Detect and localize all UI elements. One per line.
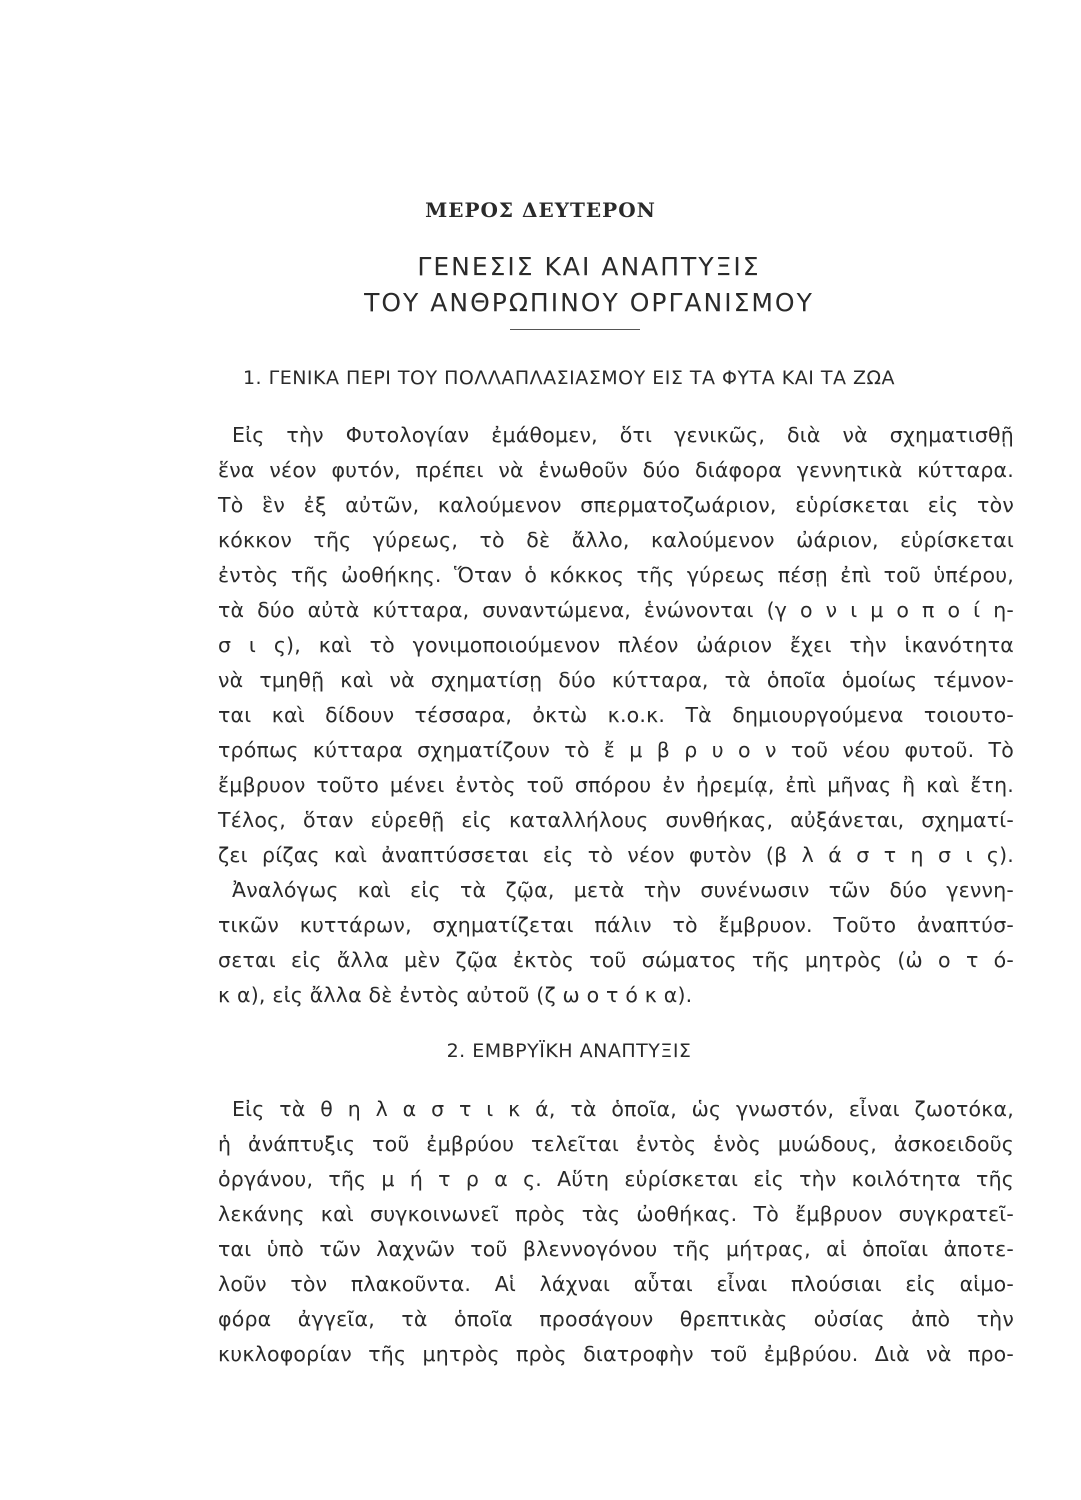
section-1-heading: 1. ΓΕΝΙΚΑ ΠΕΡΙ ΤΟΥ ΠΟΛΛΑΠΛΑΣΙΑΣΜΟΥ ΕΙΣ ΤΑ ΦΥΤΑ ΚΑΙ ΤΑ ΖΩΑ (242, 367, 896, 389)
text-line: ὀργάνου, τῆς μ ή τ ρ α ς. Αὕτη εὑρίσκεται εἰς τὴν κοιλότητα τῆς (218, 1167, 1014, 1191)
text-line: κυκλοφορίαν τῆς μητρὸς πρὸς διατροφὴν τοῦ ἐμβρύου. Διὰ νὰ προ- (218, 1342, 1014, 1366)
text-line: ζει ρίζας καὶ ἀναπτύσσεται εἰς τὸ νέον φυτὸν (β λ ά σ τ η σ ι ς). (218, 843, 1014, 867)
text-line: τικῶν κυττάρων, σχηματίζεται πάλιν τὸ ἔμβρυον. Τοῦτο ἀναπτύσ- (218, 913, 1014, 937)
text-line: Ἀναλόγως καὶ εἰς τὰ ζῷα, μετὰ τὴν συνένωσιν τῶν δύο γεννη- (232, 878, 1014, 902)
title-divider (510, 329, 640, 330)
text-line: ἕνα νέον φυτόν, πρέπει νὰ ἑνωθοῦν δύο διάφορα γεννητικὰ κύτταρα. (218, 458, 1014, 482)
text-line: ἡ ἀνάπτυξις τοῦ ἐμβρύου τελεῖται ἐντὸς ἑνὸς μυώδους, ἀσκοειδοῦς (218, 1132, 1014, 1156)
main-title-line-1: ΓΕΝΕΣΙΣ ΚΑΙ ΑΝΑΠΤΥΞΙΣ (417, 252, 761, 281)
part-title: ΜΕΡΟΣ ΔΕΥΤΕΡΟΝ (425, 198, 656, 222)
text-line: κόκκον τῆς γύρεως, τὸ δὲ ἄλλο, καλούμενον ὠάριον, εὑρίσκεται (218, 528, 1014, 552)
text-line: κ α), εἰς ἄλλα δὲ ἐντὸς αὐτοῦ (ζ ω ο τ ό κ α). (218, 983, 693, 1007)
text-line: ται καὶ δίδουν τέσσαρα, ὀκτὼ κ.ο.κ. Τὰ δημιουργούμενα τοιουτο- (218, 703, 1014, 727)
text-line: Εἰς τὰ θ η λ α σ τ ι κ ά, τὰ ὁποῖα, ὡς γνωστόν, εἶναι ζωοτόκα, (232, 1097, 1014, 1121)
text-line: ἐντὸς τῆς ὠοθήκης. Ὅταν ὁ κόκκος τῆς γύρεως πέσῃ ἐπὶ τοῦ ὑπέρου, (218, 563, 1014, 587)
text-line: φόρα ἀγγεῖα, τὰ ὁποῖα προσάγουν θρεπτικὰς οὐσίας ἀπὸ τὴν (218, 1307, 1014, 1331)
text-line: Τέλος, ὅταν εὑρεθῇ εἰς καταλλήλους συνθήκας, αὐξάνεται, σχηματί- (218, 808, 1014, 832)
text-line: τὰ δύο αὐτὰ κύτταρα, συναντώμενα, ἑνώνονται (γ ο ν ι μ ο π ο ί η- (218, 598, 1014, 622)
text-line: ται ὑπὸ τῶν λαχνῶν τοῦ βλεννογόνου τῆς μήτρας, αἱ ὁποῖαι ἀποτε- (218, 1237, 1014, 1261)
text-line: Εἰς τὴν Φυτολογίαν ἐμάθομεν, ὅτι γενικῶς, διὰ νὰ σχηματισθῇ (232, 423, 1014, 447)
text-line: τρόπως κύτταρα σχηματίζουν τὸ ἔ μ β ρ υ ο ν τοῦ νέου φυτοῦ. Τὸ (218, 738, 1014, 762)
text-line: νὰ τμηθῇ καὶ νὰ σχηματίσῃ δύο κύτταρα, τὰ ὁποῖα ὁμοίως τέμνον- (218, 668, 1014, 692)
text-line: ἔμβρυον τοῦτο μένει ἐντὸς τοῦ σπόρου ἐν ἠρεμίᾳ, ἐπὶ μῆνας ἢ καὶ ἔτη. (218, 773, 1014, 797)
text-line: σ ι ς), καὶ τὸ γονιμοποιούμενον πλέον ὠάριον ἔχει τὴν ἱκανότητα (218, 633, 1014, 657)
text-line: σεται εἰς ἄλλα μὲν ζῷα ἐκτὸς τοῦ σώματος τῆς μητρὸς (ὠ ο τ ό- (218, 948, 1014, 972)
text-line: λοῦν τὸν πλακοῦντα. Αἱ λάχναι αὗται εἶναι πλούσιαι εἰς αἱμο- (218, 1272, 1014, 1296)
section-2-heading: 2. ΕΜΒΡΥΪΚΗ ΑΝΑΠΤΥΞΙΣ (446, 1040, 692, 1062)
main-title-line-2: ΤΟΥ ΑΝΘΡΩΠΙΝΟΥ ΟΡΓΑΝΙΣΜΟΥ (364, 288, 814, 317)
text-line: Τὸ ἓν ἐξ αὐτῶν, καλούμενον σπερματοζωάριον, εὑρίσκεται εἰς τὸν (218, 493, 1014, 517)
text-line: λεκάνης καὶ συγκοινωνεῖ πρὸς τὰς ὠοθήκας. Τὸ ἔμβρυον συγκρατεῖ- (218, 1202, 1014, 1226)
